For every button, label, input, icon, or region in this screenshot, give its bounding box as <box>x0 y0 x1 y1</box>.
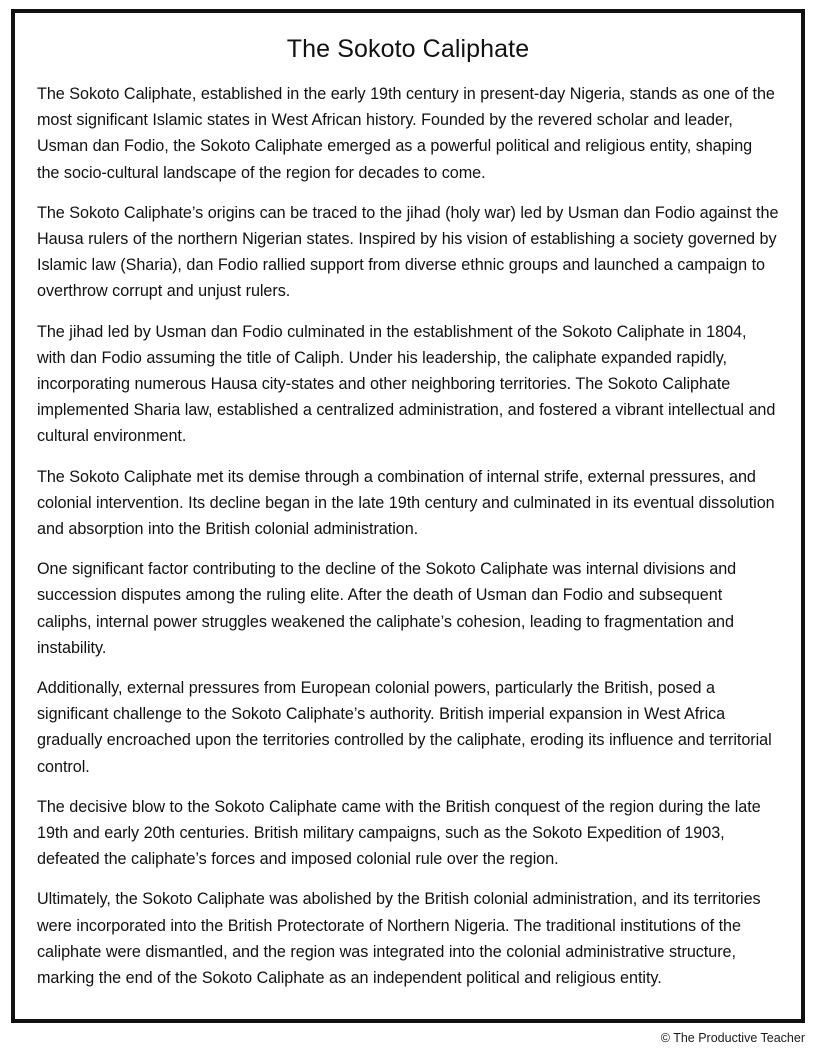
article-body <box>37 81 779 991</box>
document-border-frame <box>11 9 805 1023</box>
paragraph-5: One significant factor contributing to the decline of the Sokoto Caliphate was internal divisions and succession disputes among the ruling elite. After the death of Usman dan Fodio and subsequent caliphs, internal power struggles weakened the caliphate’s cohesion, leading to fragmentation and instability. <box>37 560 737 657</box>
document-content-area <box>15 13 801 1019</box>
paragraph-8: Ultimately, the Sokoto Caliphate was abolished by the British colonial administration, and its territories were incorporated into the British Protectorate of Northern Nigeria. The traditional institutions of the caliphate were dismantled, and the region was integrated into the colonial administrative structure, marking the end of the Sokoto Caliphate as an independent political and religious entity. <box>37 890 761 988</box>
paragraph-3: The jihad led by Usman dan Fodio culminated in the establishment of the Sokoto Caliphate in 1804, with dan Fodio assuming the title of Caliph. Under his leadership, the caliphate expanded rapidly, incorporating numerous Hausa city-states and other neighboring territories. The Sokoto Caliphate implemented Sharia law, established a centralized administration, and fostered a vibrant intellectual and cultural environment. <box>37 322 776 446</box>
copyright-credit: © The Productive Teacher <box>660 1031 805 1045</box>
paragraph-6: Additionally, external pressures from European colonial powers, particularly the British, posed a significant challenge to the Sokoto Caliphate’s authority. British imperial expansion in West Africa gradually encroached upon the territories controlled by the caliphate, eroding its influence and territorial control. <box>37 679 772 776</box>
paragraph-1: The Sokoto Caliphate, established in the early 19th century in present-day Nigeria, stands as one of the most significant Islamic states in West African history. Founded by the revered scholar and leader, Usman dan Fodio, the Sokoto Caliphate emerged as a powerful political and religious entity, shaping the socio-cultural landscape of the region for decades to come. <box>37 85 775 182</box>
paragraph-7: The decisive blow to the Sokoto Caliphate came with the British conquest of the region during the late 19th and early 20th centuries. British military campaigns, such as the Sokoto Expedition of 1903, defeated the caliphate’s forces and imposed colonial rule over the region. <box>37 797 761 869</box>
paragraph-4: The Sokoto Caliphate met its demise through a combination of internal strife, external pressures, and colonial intervention. Its decline began in the late 19th century and culminated in its eventual dissolution and absorption into the British colonial administration. <box>37 467 775 539</box>
paragraph-2: The Sokoto Caliphate’s origins can be traced to the jihad (holy war) led by Usman dan Fodio against the Hausa rulers of the northern Nigerian states. Inspired by his vision of establishing a society governed by Islamic law (Sharia), dan Fodio rallied support from diverse ethnic groups and launched a campaign to overthrow corrupt and unjust rulers. <box>37 203 779 301</box>
page-title: The Sokoto Caliphate <box>286 35 530 63</box>
